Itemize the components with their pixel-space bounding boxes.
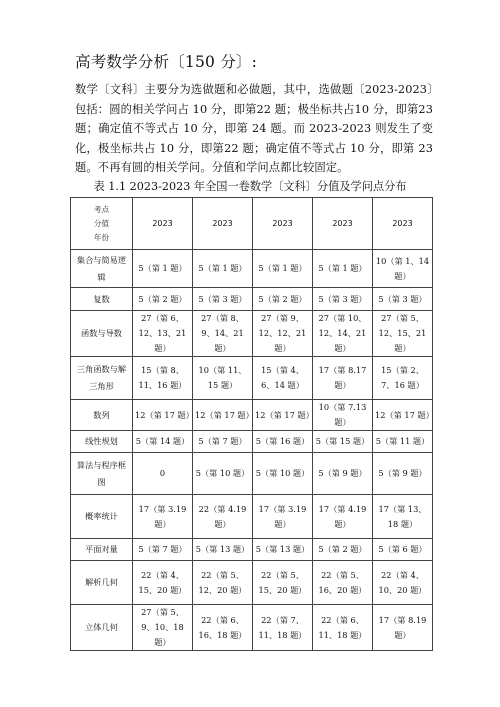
score-cell: 12（第 17 题） (373, 400, 433, 431)
score-cell: 17（第 3.19 题） (133, 495, 193, 539)
score-cell: 12（第 17 题） (133, 400, 193, 431)
topic-cell: 概率统计 (71, 495, 133, 539)
score-cell: 5（第 2 题） (133, 288, 193, 311)
score-cell: 22（第 5、15、20 题） (253, 561, 313, 605)
score-cell: 5（第 3 题） (373, 288, 433, 311)
score-cell: 27（第 6、12、13、21 题） (133, 311, 193, 357)
table-caption: 表 1.1 2023-2023 年全国一卷数学〔文科〕分值及学问点分布 (93, 180, 407, 193)
score-cell: 5（第 14 题） (133, 431, 193, 453)
corner-label-year: 年份 (93, 232, 110, 242)
score-cell: 22（第 6、16、18 题） (193, 605, 253, 651)
table-header-row (71, 198, 433, 250)
topic-cell: 立体几何 (71, 605, 133, 651)
topic-cell: 三角函数与解三角形 (71, 357, 133, 400)
section-heading: 高考数学分析〔150 分〕: (75, 53, 258, 71)
score-cell: 5（第 2 题） (313, 539, 373, 561)
score-cell: 22（第 5、16、20 题） (313, 561, 373, 605)
topic-cell: 复数 (71, 288, 133, 311)
score-cell: 27（第 5、12、15、21 题） (373, 311, 433, 357)
score-cell: 22（第 4.19 题） (193, 495, 253, 539)
score-cell: 17（第 8.19 题） (373, 605, 433, 651)
score-cell: 5（第 15 题） (313, 431, 373, 453)
score-cell: 5（第 13 题） (253, 539, 313, 561)
table-row (71, 431, 433, 453)
score-cell: 5（第 9 题） (373, 453, 433, 495)
score-cell: 17（第 13、18 题） (373, 495, 433, 539)
score-cell: 15（第 4、6、14 题） (253, 357, 313, 400)
topic-cell: 函数与导数 (71, 311, 133, 357)
score-cell: 22（第 4、10、20 题） (373, 561, 433, 605)
score-cell: 5（第 2 题） (253, 288, 313, 311)
score-cell: 5（第 1 题） (253, 250, 313, 288)
score-cell: 22（第 4、15、20 题） (133, 561, 193, 605)
score-cell: 5（第 16 题） (253, 431, 313, 453)
score-cell: 27（第 8、9、14、21 题） (193, 311, 253, 357)
table-row (71, 495, 433, 539)
topic-cell: 数列 (71, 400, 133, 431)
score-cell: 5（第 13 题） (193, 539, 253, 561)
score-cell: 10（第 7.13 题） (313, 400, 373, 431)
score-cell: 17（第 8.17 题） (313, 357, 373, 400)
score-cell: 5（第 11 题） (373, 431, 433, 453)
year-header-cell: 2023 (253, 198, 313, 250)
score-cell: 5（第 7 题） (193, 431, 253, 453)
score-cell: 12（第 17 题） (193, 400, 253, 431)
score-cell: 5（第 1 题） (313, 250, 373, 288)
topic-cell: 集合与简易逻辑 (71, 250, 133, 288)
topic-cell: 算法与程序框图 (71, 453, 133, 495)
topic-cell: 线性规划 (71, 431, 133, 453)
table-row (71, 357, 433, 400)
score-cell: 17（第 4.19 题） (313, 495, 373, 539)
score-cell: 5（第 1 题） (133, 250, 193, 288)
corner-label-topic: 考点 (93, 204, 110, 214)
score-cell: 5（第 3 题） (313, 288, 373, 311)
score-cell: 5（第 1 题） (193, 250, 253, 288)
table-row (71, 453, 433, 495)
score-cell: 22（第 7、11、18 题） (253, 605, 313, 651)
score-cell: 5（第 3 题） (193, 288, 253, 311)
score-cell: 5（第 7 题） (133, 539, 193, 561)
score-cell: 27（第 9、12、12、21 题） (253, 311, 313, 357)
score-cell: 5（第 6 题） (373, 539, 433, 561)
score-cell: 15（第 2、7、16 题） (373, 357, 433, 400)
corner-label-score: 分值 (93, 218, 110, 228)
year-header-cell: 2023 (373, 198, 433, 250)
score-cell: 27（第 10、12、14、21 题） (313, 311, 373, 357)
table-row (71, 250, 433, 288)
score-cell: 5（第 9 题） (313, 453, 373, 495)
table-row (71, 311, 433, 357)
score-cell: 0 (133, 453, 193, 495)
score-cell: 15（第 8、11、16 题） (133, 357, 193, 400)
table-row (71, 400, 433, 431)
score-cell: 22（第 5、12、20 题） (193, 561, 253, 605)
topic-cell: 解析几何 (71, 561, 133, 605)
topic-cell: 平面对量 (71, 539, 133, 561)
year-header-cell: 2023 (313, 198, 373, 250)
score-cell: 12（第 17 题） (253, 400, 313, 431)
score-cell: 17（第 3.19 题） (253, 495, 313, 539)
table-row (71, 605, 433, 651)
year-header-cell: 2023 (133, 198, 193, 250)
table-row (71, 288, 433, 311)
score-distribution-table (70, 197, 433, 651)
score-cell: 27（第 5、9、10、18 题） (133, 605, 193, 651)
score-cell: 10（第 11、15 题） (193, 357, 253, 400)
score-cell: 22（第 6、11、18 题） (313, 605, 373, 651)
score-cell: 5（第 10 题） (253, 453, 313, 495)
table-row (71, 561, 433, 605)
intro-paragraph: 数学〔文科〕主要分为选做题和必做题，其中，选做题〔2023-2023〕包括：圆的相关学问占 10 分，即第22 题；极坐标共占10 分，即第23 题；确定值不等式占 10 分，即第 24 题。而 2023-2023 则发生了变化，极坐标共占 10 分，即第22 题；确定值不等式占 10 分，即第 23 题。不再有圆的相关学问。分值和学问点都比较固定。 (75, 83, 433, 175)
header-corner-cell (71, 198, 133, 250)
table-row (71, 539, 433, 561)
score-cell: 10（第 1、14 题） (373, 250, 433, 288)
score-cell: 5（第 10 题） (193, 453, 253, 495)
year-header-cell: 2023 (193, 198, 253, 250)
